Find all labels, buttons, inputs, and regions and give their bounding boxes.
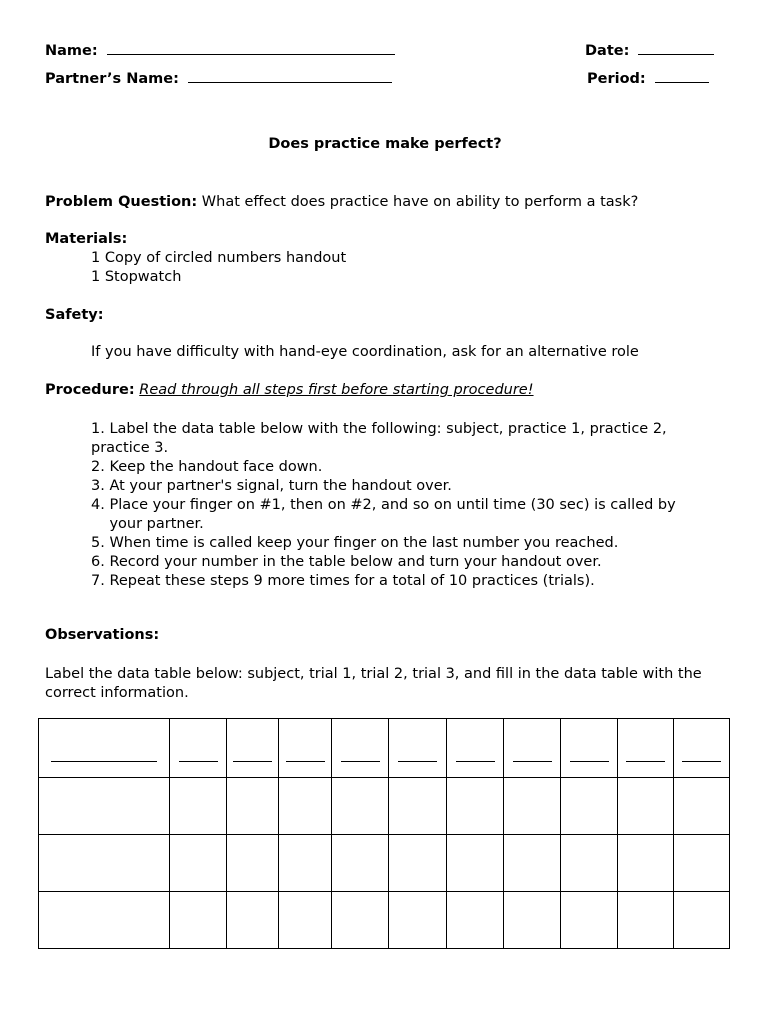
name-row (45, 42, 395, 59)
table-cell[interactable] (39, 835, 170, 892)
materials-label: Materials: (45, 231, 128, 247)
procedure-note: Read through all steps first before starting procedure! (139, 382, 534, 398)
table-cell[interactable] (504, 892, 561, 949)
table-cell[interactable] (504, 778, 561, 835)
table-cell[interactable] (279, 892, 332, 949)
date-row (585, 42, 714, 59)
table-cell[interactable] (561, 778, 618, 835)
partner-row (45, 70, 392, 87)
table-cell[interactable] (447, 892, 504, 949)
table-cell[interactable] (674, 835, 730, 892)
table-cell[interactable] (618, 778, 674, 835)
table-cell[interactable] (504, 835, 561, 892)
page-title: Does practice make perfect? (268, 136, 502, 152)
header-cell[interactable] (447, 719, 504, 778)
problem-label: Problem Question: (45, 194, 198, 210)
table-cell[interactable] (227, 892, 279, 949)
table-cell[interactable] (674, 778, 730, 835)
date-field[interactable] (638, 42, 714, 55)
procedure-label: Procedure: (45, 382, 135, 398)
table-cell[interactable] (227, 778, 279, 835)
table-cell[interactable] (170, 778, 227, 835)
header-blank (456, 751, 495, 762)
table-cell[interactable] (279, 778, 332, 835)
problem-question (45, 194, 638, 210)
header-cell[interactable] (674, 719, 730, 778)
table-cell[interactable] (39, 892, 170, 949)
header-blank (233, 751, 272, 762)
partner-label: Partner’s Name: (45, 71, 179, 87)
step-1: 1. Label the data table below with the following: subject, practice 1, practice 2, practice 3. (91, 421, 667, 456)
table-cell[interactable] (389, 892, 447, 949)
problem-text: What effect does practice have on ability to perform a task? (201, 194, 639, 210)
header-cell[interactable] (332, 719, 389, 778)
header-blank (682, 751, 721, 762)
name-field[interactable] (107, 42, 395, 55)
procedure-steps (91, 420, 721, 591)
safety-label: Safety: (45, 307, 104, 323)
step-7: 7. Repeat these steps 9 more times for a total of 10 practices (trials). (91, 573, 595, 589)
table-cell[interactable] (170, 835, 227, 892)
table-cell[interactable] (170, 892, 227, 949)
header-blank (570, 751, 609, 762)
table-cell[interactable] (561, 892, 618, 949)
safety-text: If you have difficulty with hand-eye coordination, ask for an alternative role (91, 344, 639, 360)
table-row (39, 835, 730, 892)
table-cell[interactable] (447, 835, 504, 892)
period-row (587, 70, 709, 87)
materials-item: 1 Copy of circled numbers handout (91, 250, 347, 266)
table-cell[interactable] (279, 835, 332, 892)
header-blank (341, 751, 380, 762)
header-cell[interactable] (170, 719, 227, 778)
table-header-row (39, 719, 730, 778)
header-cell[interactable] (389, 719, 447, 778)
header-blank (398, 751, 437, 762)
procedure-heading (45, 382, 534, 398)
header-cell[interactable] (227, 719, 279, 778)
table-cell[interactable] (447, 778, 504, 835)
header-blank (179, 751, 218, 762)
header-blank (51, 751, 157, 762)
table-cell[interactable] (389, 778, 447, 835)
step-6: 6. Record your number in the table below and turn your handout over. (91, 554, 602, 570)
step-5: 5. When time is called keep your finger on the last number you reached. (91, 535, 619, 551)
table-row (39, 892, 730, 949)
header-cell[interactable] (504, 719, 561, 778)
table-cell[interactable] (618, 835, 674, 892)
table-cell[interactable] (332, 778, 389, 835)
observations-label: Observations: (45, 627, 160, 643)
table-row (39, 778, 730, 835)
step-4: 4. Place your finger on #1, then on #2, and so on until time (30 sec) is called by your partner. (91, 497, 676, 532)
table-cell[interactable] (227, 835, 279, 892)
header-blank (626, 751, 665, 762)
header-cell[interactable] (279, 719, 332, 778)
period-field[interactable] (655, 70, 709, 83)
table-cell[interactable] (674, 892, 730, 949)
table-cell[interactable] (389, 835, 447, 892)
header-cell[interactable] (618, 719, 674, 778)
period-label: Period: (587, 71, 646, 87)
table-cell[interactable] (332, 835, 389, 892)
observations-text: Label the data table below: subject, trial 1, trial 2, trial 3, and fill in the data table with the correct information. (45, 666, 702, 701)
header-blank (513, 751, 552, 762)
materials-item: 1 Stopwatch (91, 269, 182, 285)
header-cell[interactable] (561, 719, 618, 778)
header-cell[interactable] (39, 719, 170, 778)
table-cell[interactable] (332, 892, 389, 949)
data-table (38, 718, 730, 949)
name-label: Name: (45, 43, 98, 59)
step-2: 2. Keep the handout face down. (91, 459, 323, 475)
date-label: Date: (585, 43, 630, 59)
header-blank (286, 751, 325, 762)
partner-field[interactable] (188, 70, 392, 83)
table-cell[interactable] (618, 892, 674, 949)
table-cell[interactable] (39, 778, 170, 835)
table-cell[interactable] (561, 835, 618, 892)
step-3: 3. At your partner's signal, turn the handout over. (91, 478, 452, 494)
